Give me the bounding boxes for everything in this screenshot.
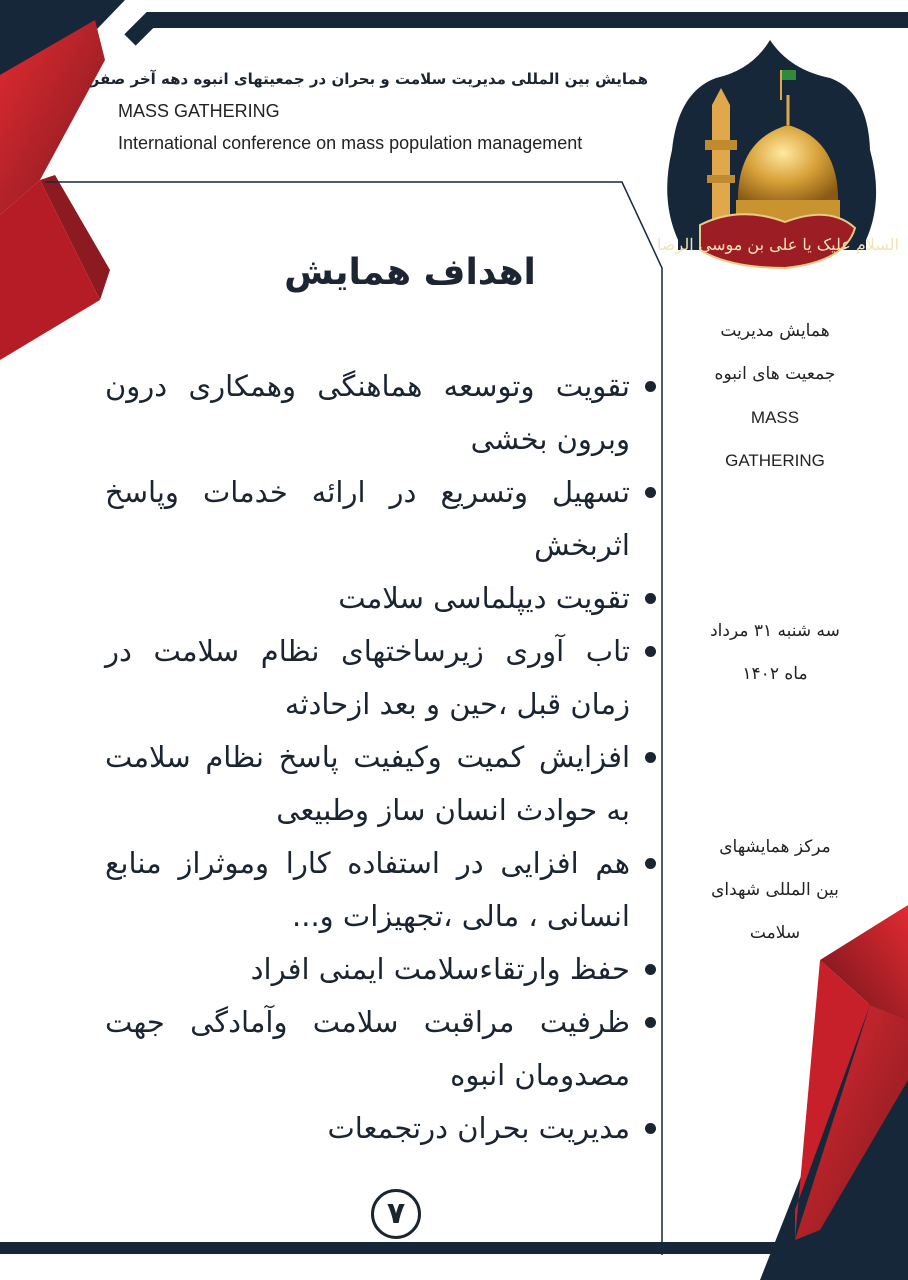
sidebar-venue: مرکز همایشهای بین المللی شهدای سلامت (711, 837, 839, 943)
list-item: هم افزایی در استفاده کارا وموثراز منابع انسانی ، مالی ،تجهیزات و... (105, 837, 660, 943)
goals-list (105, 360, 660, 1155)
header-title-en-full: International conference on mass population management (118, 133, 583, 153)
bullet-icon (645, 487, 656, 498)
sidebar-date: سه شنبه ۳۱ مرداد ماه ۱۴۰۲ (710, 621, 840, 684)
list-item: تسهیل وتسریع در ارائه خدمات وپاسخ اثربخش (105, 466, 660, 572)
top-left-corner-shape (0, 0, 125, 360)
bullet-icon (645, 964, 656, 975)
sidebar-conference-name: همایش مدیریت جمعیت های انبوه MASS GATHERING (714, 321, 836, 470)
emblem-calligraphy: السلام علیک یا علی بن موسی الرضا (657, 235, 899, 254)
list-item: مدیریت بحران درتجمعات (105, 1102, 660, 1155)
bullet-icon (645, 1017, 656, 1028)
bullet-icon (645, 1123, 656, 1134)
page-number: ۷ (371, 1189, 421, 1239)
bullet-icon (645, 593, 656, 604)
bullet-icon (645, 646, 656, 657)
header-title-fa: همایش بین المللی مدیریت سلامت و بحران در جمعیتهای انبوه دهه آخر صفر (90, 70, 648, 88)
bullet-icon (645, 858, 656, 869)
page-title: اهداف همایش (284, 252, 536, 293)
list-item: تقویت وتوسعه هماهنگی وهمکاری درون وبرون بخشی (105, 360, 660, 466)
list-item: ظرفیت مراقبت سلامت وآمادگی جهت مصدومان انبوه (105, 996, 660, 1102)
header-title-en-short: MASS GATHERING (118, 101, 280, 121)
header (90, 64, 648, 158)
bullet-icon (645, 752, 656, 763)
shrine-emblem (657, 40, 899, 268)
list-item: افزایش کمیت وکیفیت پاسخ نظام سلامت به حوادث انسان ساز وطبیعی (105, 731, 660, 837)
bullet-icon (645, 381, 656, 392)
list-item: حفظ وارتقاءسلامت ایمنی افراد (105, 943, 660, 996)
list-item: تاب آوری زیرساختهای نظام سلامت در زمان قبل ،حین و بعد ازحادثه (105, 625, 660, 731)
bottom-right-corner-shape (760, 905, 908, 1280)
list-item: تقویت دیپلماسی سلامت (105, 572, 660, 625)
